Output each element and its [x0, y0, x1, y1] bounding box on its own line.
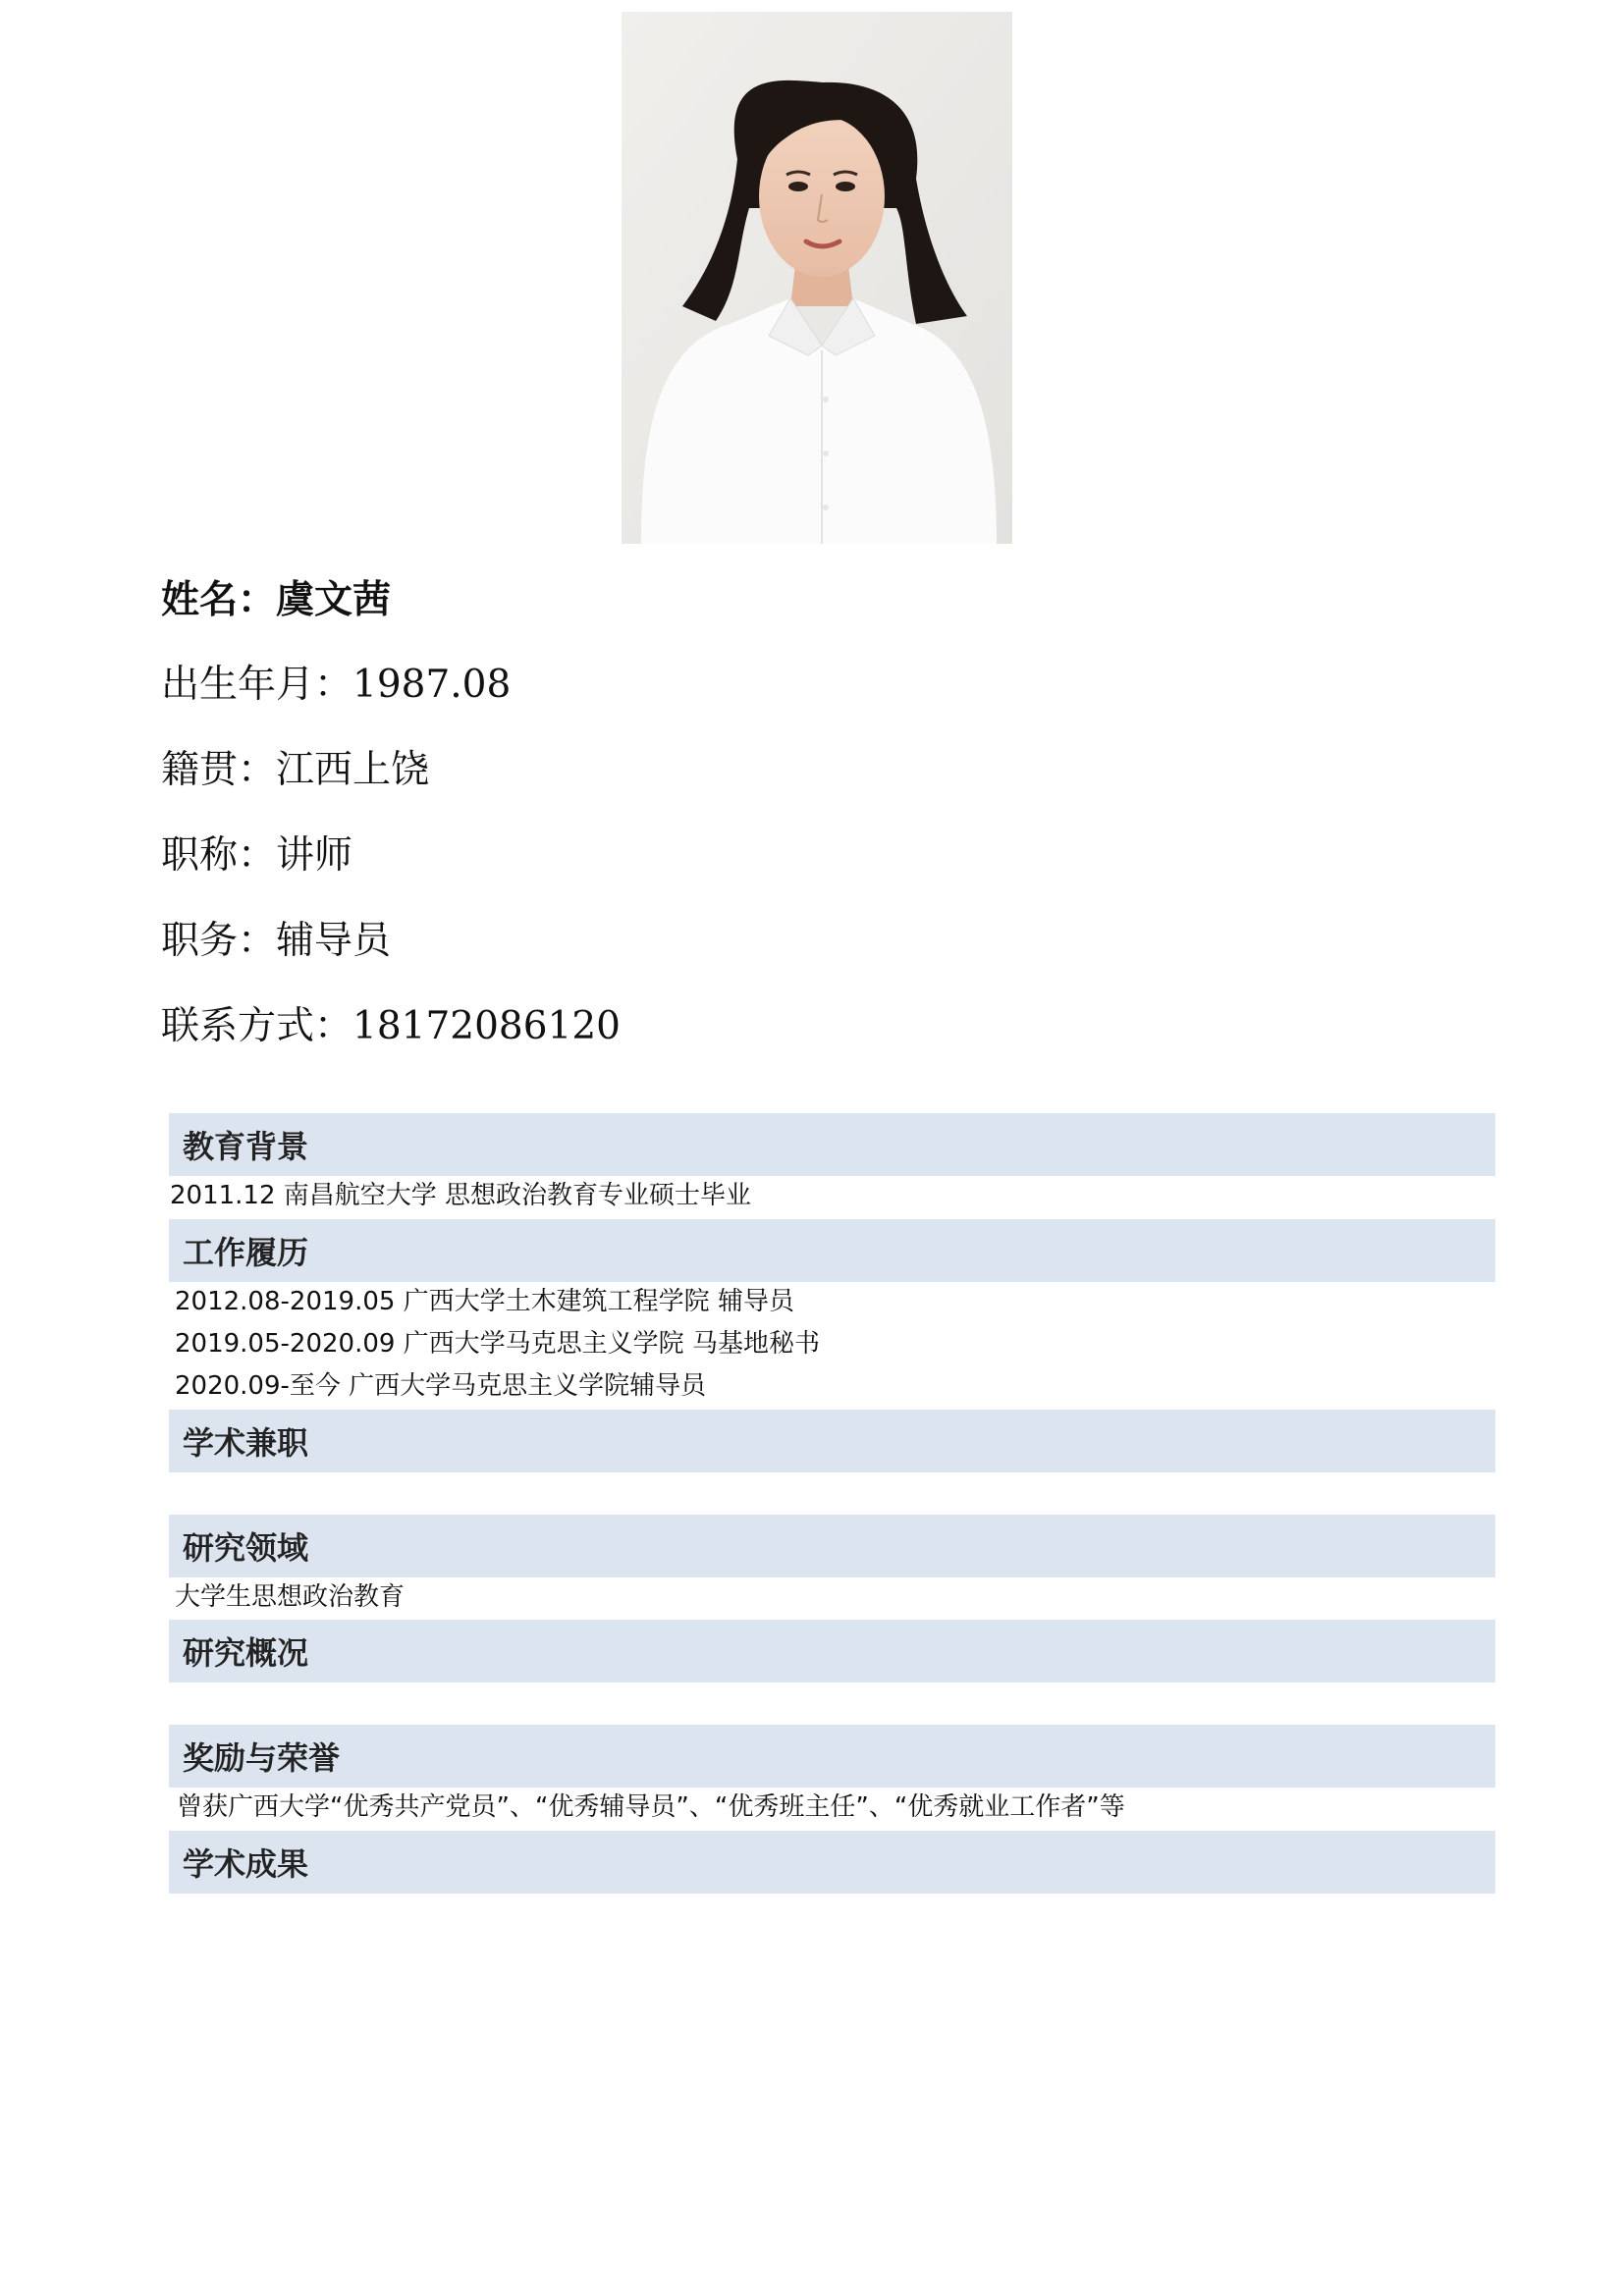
title-row [161, 832, 352, 880]
education-line: 2011.12 南昌航空大学 思想政治教育专业硕士毕业 [170, 1181, 752, 1210]
section-education-title: 教育背景 [183, 1128, 309, 1165]
section-awards-title: 奖励与荣誉 [183, 1739, 341, 1777]
section-research-field-header [169, 1515, 1495, 1577]
birth-label: 出生年月： [161, 663, 353, 707]
position-row [161, 918, 391, 965]
contact-value: 18172086120 [352, 1004, 621, 1048]
title-value: 讲师 [276, 833, 353, 878]
research-field-line: 大学生思想政治教育 [175, 1582, 406, 1612]
name-row [161, 576, 391, 623]
work-line: 2019.05-2020.09 广西大学马克思主义学院 马基地秘书 [175, 1329, 820, 1359]
name-value: 虞文茜 [276, 577, 392, 622]
contact-row [161, 1003, 621, 1050]
origin-label: 籍贯： [161, 748, 277, 792]
section-achievements-header [169, 1831, 1495, 1894]
awards-line: 曾获广西大学“优秀共产党员”、“优秀辅导员”、“优秀班主任”、“优秀就业工作者”等 [177, 1792, 1125, 1822]
section-academic-posts-header [169, 1410, 1495, 1472]
origin-row [161, 747, 429, 794]
section-academic-posts-title: 学术兼职 [183, 1424, 309, 1462]
section-research-overview-header [169, 1620, 1495, 1682]
birth-value: 1987.08 [352, 663, 512, 707]
work-line: 2012.08-2019.05 广西大学土木建筑工程学院 辅导员 [175, 1287, 794, 1316]
origin-value: 江西上饶 [276, 748, 430, 792]
position-label: 职务： [161, 919, 277, 963]
birth-row [161, 662, 511, 709]
work-line: 2020.09-至今 广西大学马克思主义学院辅导员 [175, 1371, 707, 1401]
section-achievements-title: 学术成果 [183, 1845, 309, 1883]
section-education-header [169, 1113, 1495, 1176]
contact-label: 联系方式： [161, 1004, 353, 1048]
section-work-title: 工作履历 [183, 1234, 309, 1271]
section-awards-header [169, 1725, 1495, 1788]
name-label: 姓名： [161, 577, 277, 622]
portrait-photo [622, 12, 1012, 544]
position-value: 辅导员 [276, 919, 392, 963]
section-work-header [169, 1219, 1495, 1282]
section-research-overview-title: 研究概况 [183, 1634, 309, 1672]
section-research-field-title: 研究领域 [183, 1529, 309, 1567]
title-label: 职称： [161, 833, 277, 878]
